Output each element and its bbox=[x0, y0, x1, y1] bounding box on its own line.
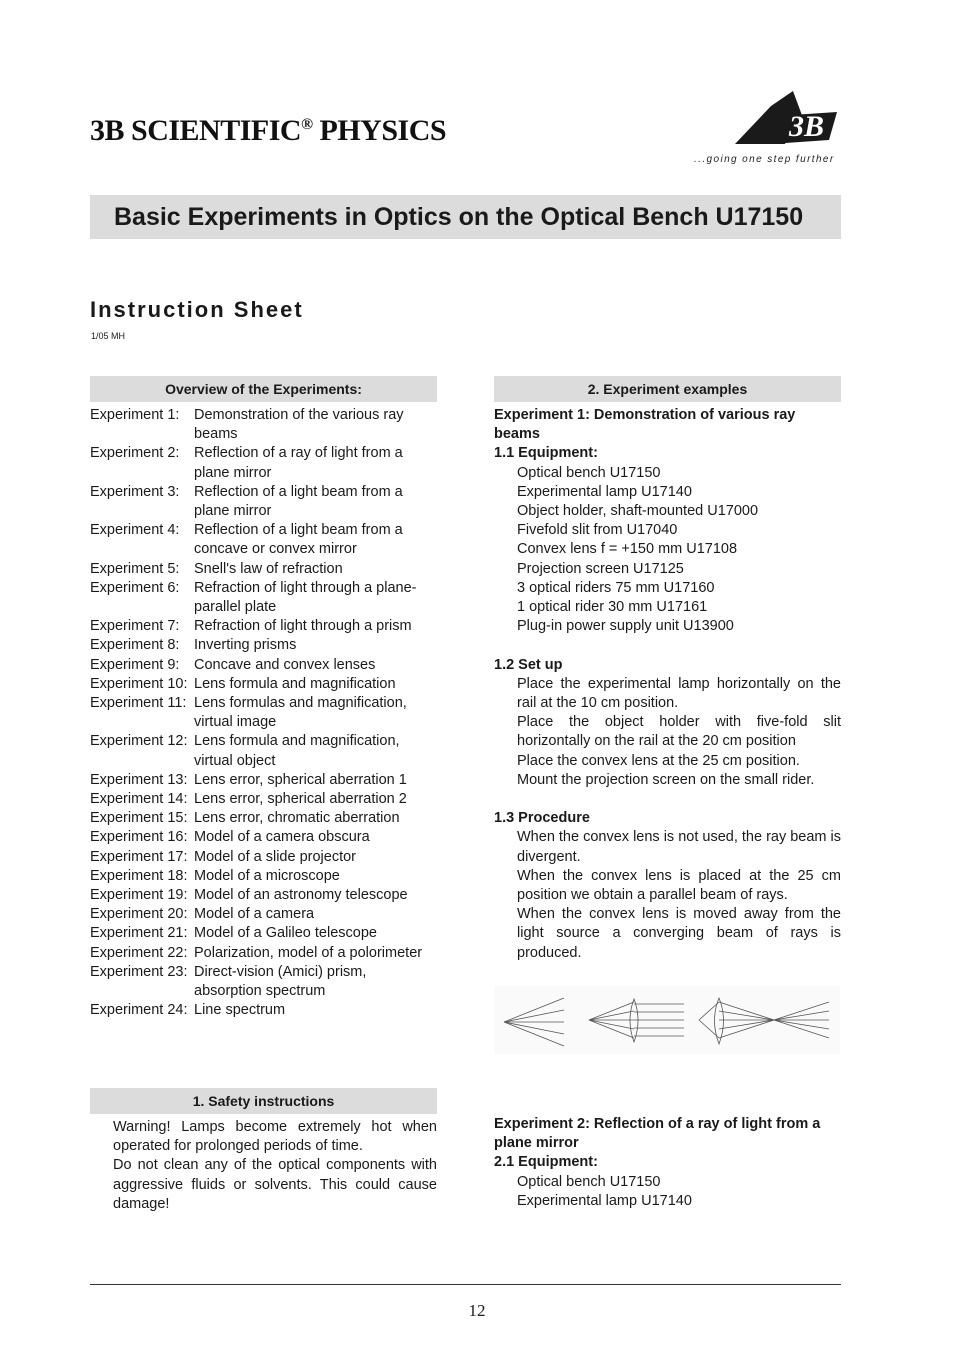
experiment-list-item bbox=[90, 694, 438, 732]
experiment-list-item bbox=[90, 1001, 438, 1020]
equipment-item: Optical bench U17150 bbox=[517, 464, 661, 481]
document-code: 1/05 MH bbox=[91, 331, 126, 341]
setup-heading: 1.2 Set up bbox=[494, 656, 563, 673]
procedure-step: When the convex lens is not used, the ray beam is divergent. bbox=[517, 829, 842, 865]
experiment-list-item bbox=[90, 675, 438, 694]
experiment-list-item bbox=[90, 444, 438, 482]
overview-heading: Overview of the Experiments: bbox=[90, 376, 437, 402]
experiment-list-item bbox=[90, 636, 438, 655]
tagline: ...going one step further bbox=[694, 154, 835, 165]
experiment-title: Lens formulas and magnification, virtual image bbox=[194, 695, 407, 731]
procedure-heading: 1.3 Procedure bbox=[494, 810, 590, 827]
experiment-number: Experiment 8: bbox=[90, 637, 180, 654]
experiment-1-title: Experiment 1: Demonstration of various ray beams bbox=[494, 407, 796, 443]
examples-heading: 2. Experiment examples bbox=[494, 376, 841, 402]
experiment-title: Lens formula and magnification, virtual object bbox=[194, 733, 400, 769]
experiment-list-item bbox=[90, 828, 438, 847]
footer-divider bbox=[90, 1284, 841, 1285]
experiment-title: Reflection of a ray of light from a plane mirror bbox=[194, 445, 403, 481]
experiment-list-item bbox=[90, 483, 438, 521]
safety-heading: 1. Safety instructions bbox=[90, 1088, 437, 1114]
experiment-number: Experiment 20: bbox=[90, 906, 188, 923]
ray-beam-diagram bbox=[494, 986, 840, 1054]
experiment-list-item bbox=[90, 406, 438, 444]
experiment-number: Experiment 11: bbox=[90, 695, 187, 712]
experiment-title: Reflection of a light beam from a plane mirror bbox=[194, 483, 403, 520]
experiment-number: Experiment 19: bbox=[90, 887, 188, 904]
experiment-number: Experiment 10: bbox=[90, 675, 188, 692]
experiment-number: Experiment 22: bbox=[90, 944, 188, 961]
experiment-list-item bbox=[90, 790, 438, 809]
procedure-step: When the convex lens is placed at the 25 cm position we obtain a parallel beam of rays. bbox=[517, 867, 841, 904]
setup-step: Place the object holder with five-fold slit horizontally on the rail at the 20 cm position bbox=[517, 714, 841, 750]
equipment-heading-2: 2.1 Equipment: bbox=[494, 1154, 598, 1171]
equipment-item: Plug-in power supply unit U13900 bbox=[517, 618, 734, 635]
setup-step: Place the convex lens at the 25 cm position. bbox=[517, 752, 800, 769]
experiment-number: Experiment 16: bbox=[90, 829, 188, 846]
experiment-2-section bbox=[494, 1115, 841, 1211]
experiment-number: Experiment 2: bbox=[90, 445, 180, 462]
experiment-number: Experiment 12: bbox=[90, 733, 188, 750]
experiment-list bbox=[90, 406, 438, 1021]
experiment-title: Model of a camera bbox=[194, 906, 315, 923]
equipment-item: Fivefold slit from U17040 bbox=[517, 522, 678, 539]
experiment-title: Inverting prisms bbox=[194, 637, 297, 654]
safety-cleaning: Do not clean any of the optical components with aggressive fluids or solvents. This could cause damage! bbox=[113, 1157, 437, 1212]
equipment-item: Experimental lamp U17140 bbox=[517, 1192, 692, 1209]
experiment-list-item bbox=[90, 809, 438, 828]
experiment-number: Experiment 21: bbox=[90, 925, 188, 942]
equipment-item: Object holder, shaft-mounted U17000 bbox=[517, 503, 759, 520]
experiment-title: Model of a microscope bbox=[194, 867, 340, 884]
title-banner bbox=[90, 195, 841, 239]
experiment-list-item bbox=[90, 521, 438, 559]
experiment-title: Refraction of light through a plane-parallel plate bbox=[194, 579, 417, 616]
experiment-list-item bbox=[90, 560, 438, 579]
experiment-title: Polarization, model of a polorimeter bbox=[194, 944, 423, 961]
experiment-number: Experiment 24: bbox=[90, 1002, 188, 1019]
experiment-title: Lens error, spherical aberration 1 bbox=[194, 771, 407, 788]
equipment-item: Experimental lamp U17140 bbox=[517, 483, 692, 500]
experiment-list-item bbox=[90, 905, 438, 924]
experiment-title: Lens error, chromatic aberration bbox=[194, 810, 400, 827]
experiment-list-item bbox=[90, 886, 438, 905]
experiment-list-item bbox=[90, 848, 438, 867]
experiment-list-item bbox=[90, 944, 438, 963]
setup-step: Place the experimental lamp horizontally on the rail at the 10 cm position. bbox=[517, 675, 841, 712]
setup-step: Mount the projection screen on the small rider. bbox=[517, 771, 815, 788]
equipment-list-2 bbox=[494, 1173, 841, 1211]
experiment-1-section bbox=[494, 406, 841, 963]
experiment-number: Experiment 7: bbox=[90, 618, 180, 635]
instruction-sheet-heading: Instruction Sheet bbox=[90, 297, 304, 322]
experiment-title: Demonstration of the various ray beams bbox=[194, 407, 404, 443]
equipment-item: Projection screen U17125 bbox=[517, 560, 684, 577]
experiment-title: Refraction of light through a prism bbox=[194, 618, 412, 635]
equipment-heading: 1.1 Equipment: bbox=[494, 445, 598, 462]
experiment-title: Reflection of a light beam from a concave or convex mirror bbox=[194, 522, 403, 558]
experiment-list-item bbox=[90, 924, 438, 943]
experiment-title: Lens error, spherical aberration 2 bbox=[194, 791, 407, 808]
brand-title: 3B SCIENTIFIC® PHYSICS bbox=[90, 114, 447, 147]
procedure-list bbox=[494, 828, 841, 962]
experiment-list-item bbox=[90, 617, 438, 636]
experiment-title: Model of a slide projector bbox=[194, 848, 356, 865]
experiment-list-item bbox=[90, 656, 438, 675]
experiment-list-item bbox=[90, 771, 438, 790]
experiment-number: Experiment 23: bbox=[90, 963, 188, 980]
page-number: 12 bbox=[468, 1301, 486, 1320]
experiment-title: Direct-vision (Amici) prism, absorption spectrum bbox=[194, 963, 367, 1000]
experiment-list-item bbox=[90, 867, 438, 886]
experiment-title: Model of an astronomy telescope bbox=[194, 887, 408, 904]
experiment-2-title: Experiment 2: Reflection of a ray of light from a plane mirror bbox=[494, 1116, 821, 1152]
experiment-number: Experiment 13: bbox=[90, 771, 188, 788]
experiment-list-item bbox=[90, 732, 438, 770]
experiment-number: Experiment 6: bbox=[90, 579, 180, 596]
experiment-title: Model of a Galileo telescope bbox=[194, 925, 377, 942]
experiment-list-item bbox=[90, 963, 438, 1001]
experiment-title: Concave and convex lenses bbox=[194, 656, 376, 673]
experiment-list-item bbox=[90, 579, 438, 617]
experiment-number: Experiment 3: bbox=[90, 483, 180, 500]
equipment-item: Optical bench U17150 bbox=[517, 1173, 661, 1190]
experiment-title: Snell's law of refraction bbox=[194, 560, 343, 577]
3b-logo bbox=[733, 88, 843, 148]
experiment-title: Line spectrum bbox=[194, 1002, 286, 1019]
safety-text bbox=[113, 1118, 437, 1214]
experiment-title: Lens formula and magnification bbox=[194, 675, 396, 692]
experiment-title: Model of a camera obscura bbox=[194, 829, 370, 846]
experiment-number: Experiment 18: bbox=[90, 867, 188, 884]
procedure-step: When the convex lens is moved away from the light source a converging beam of rays is produced. bbox=[517, 906, 841, 961]
experiment-number: Experiment 1: bbox=[90, 407, 180, 423]
setup-list bbox=[494, 675, 841, 790]
experiment-number: Experiment 14: bbox=[90, 791, 188, 808]
svg-text:3B: 3B bbox=[789, 110, 825, 143]
safety-warning: Warning! Lamps become extremely hot when operated for prolonged periods of time. bbox=[113, 1119, 437, 1155]
equipment-list bbox=[494, 464, 841, 637]
experiment-number: Experiment 15: bbox=[90, 810, 188, 827]
equipment-item: 1 optical rider 30 mm U17161 bbox=[517, 599, 708, 616]
experiment-number: Experiment 17: bbox=[90, 848, 188, 865]
equipment-item: 3 optical riders 75 mm U17160 bbox=[517, 579, 715, 596]
equipment-item: Convex lens f = +150 mm U17108 bbox=[517, 541, 738, 558]
experiment-number: Experiment 4: bbox=[90, 522, 180, 539]
experiment-number: Experiment 5: bbox=[90, 560, 180, 577]
experiment-number: Experiment 9: bbox=[90, 656, 180, 673]
page-title: Basic Experiments in Optics on the Optical Bench U17150 bbox=[114, 202, 804, 231]
